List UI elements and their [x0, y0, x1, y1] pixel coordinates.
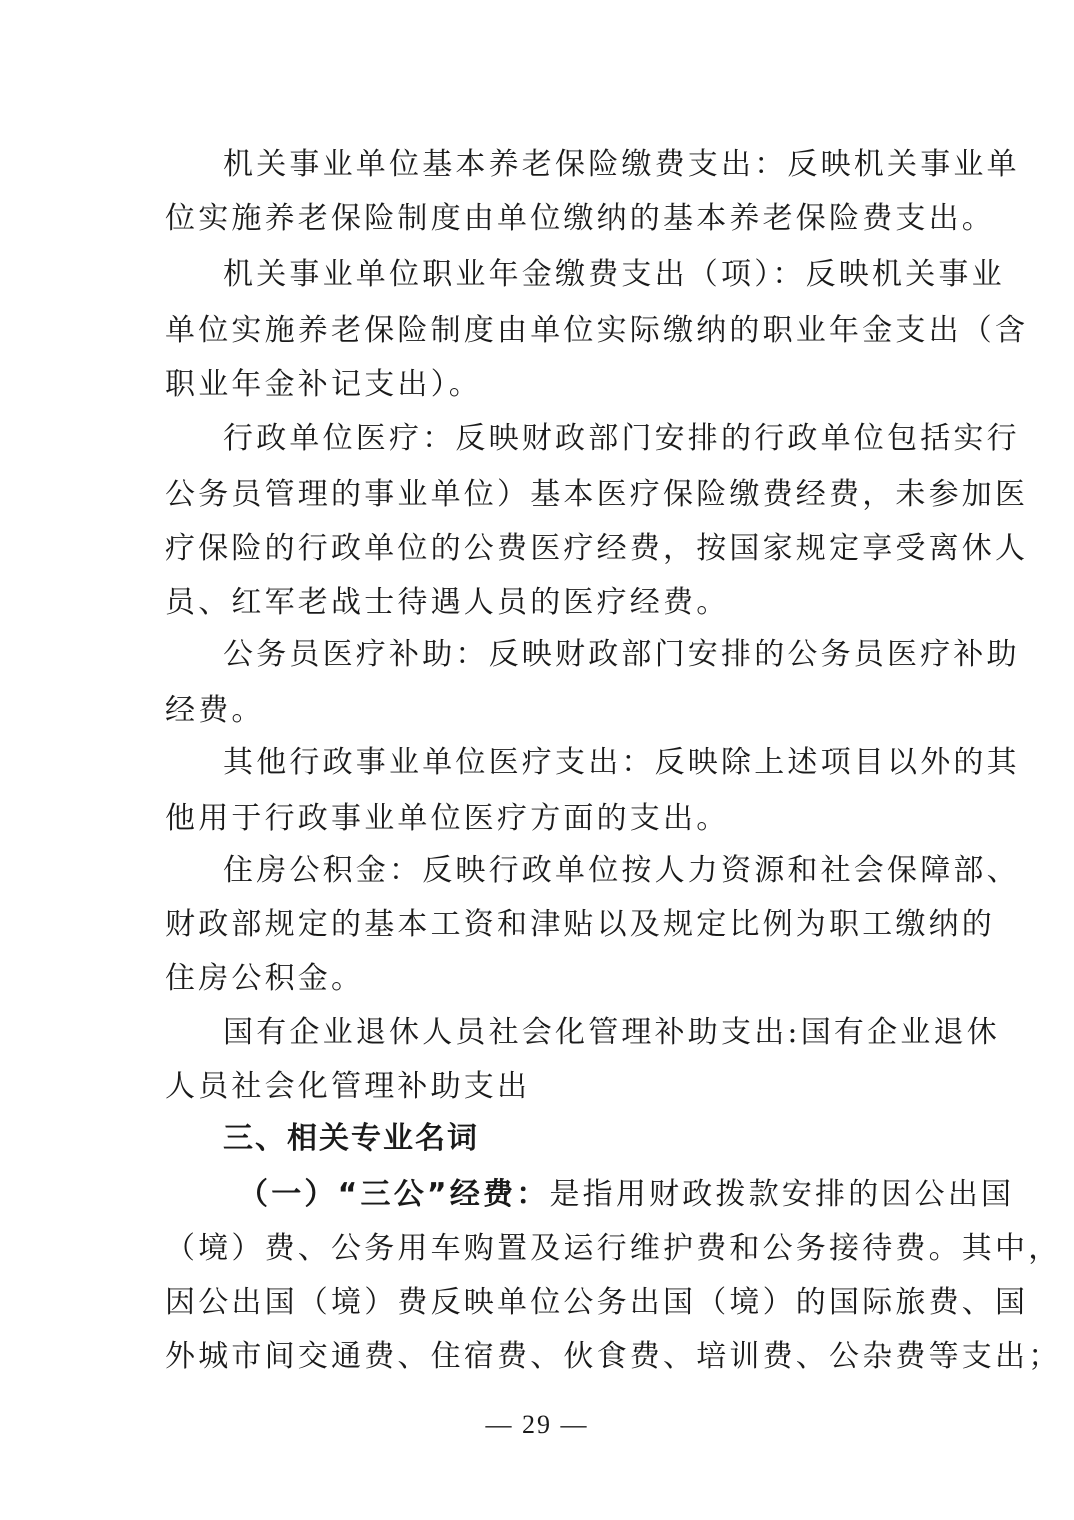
paragraph-line: 单位实施养老保险制度由单位实际缴纳的职业年金支出（含 — [165, 313, 1029, 348]
paragraph-line: 人员社会化管理补助支出 — [165, 1069, 531, 1104]
paragraph-line: 经费。 — [165, 693, 265, 728]
paragraph-line: 位实施养老保险制度由单位缴纳的基本养老保险费支出。 — [165, 201, 995, 236]
paragraph-line: 公务员医疗补助：反映财政部门安排的公务员医疗补助 — [223, 637, 1020, 672]
paragraph-line: 职业年金补记支出）。 — [165, 367, 482, 402]
paragraph-line: 住房公积金：反映行政单位按人力资源和社会保障部、 — [223, 853, 1020, 888]
term-paragraph-first-line — [238, 1176, 1015, 1214]
page-number: — 29 — — [485, 1410, 589, 1439]
paragraph-line: 公务员管理的事业单位）基本医疗保险缴费经费，未参加医 — [165, 477, 1029, 512]
paragraph-line: 住房公积金。 — [165, 961, 365, 996]
paragraph-line: 机关事业单位基本养老保险缴费支出：反映机关事业单 — [223, 147, 1020, 182]
term-lead: （一）“三公”经费： — [238, 1177, 550, 1212]
paragraph-line: 疗保险的行政单位的公费医疗经费，按国家规定享受离休人 — [165, 531, 1029, 566]
paragraph-line: 国有企业退休人员社会化管理补助支出:国有企业退休 — [223, 1015, 1000, 1050]
paragraph-line: 财政部规定的基本工资和津贴以及规定比例为职工缴纳的 — [165, 907, 995, 942]
paragraph-line: （境）费、公务用车购置及运行维护费和公务接待费。其中， — [165, 1231, 1062, 1266]
section-heading: 三、相关专业名词 — [223, 1121, 479, 1156]
paragraph-line: 其他行政事业单位医疗支出：反映除上述项目以外的其 — [223, 745, 1020, 780]
paragraph-line: 因公出国（境）费反映单位公务出国（境）的国际旅费、国 — [165, 1285, 1029, 1320]
paragraph-line: 他用于行政事业单位医疗方面的支出。 — [165, 801, 730, 836]
paragraph-line: 外城市间交通费、住宿费、伙食费、培训费、公杂费等支出； — [165, 1339, 1062, 1374]
term-first-line-rest: 是指用财政拨款安排的因公出国 — [549, 1177, 1015, 1212]
paragraph-line: 机关事业单位职业年金缴费支出（项）：反映机关事业 — [223, 257, 1005, 292]
paragraph-line: 行政单位医疗：反映财政部门安排的行政单位包括实行 — [223, 421, 1020, 456]
paragraph-line: 员、红军老战士待遇人员的医疗经费。 — [165, 585, 730, 620]
